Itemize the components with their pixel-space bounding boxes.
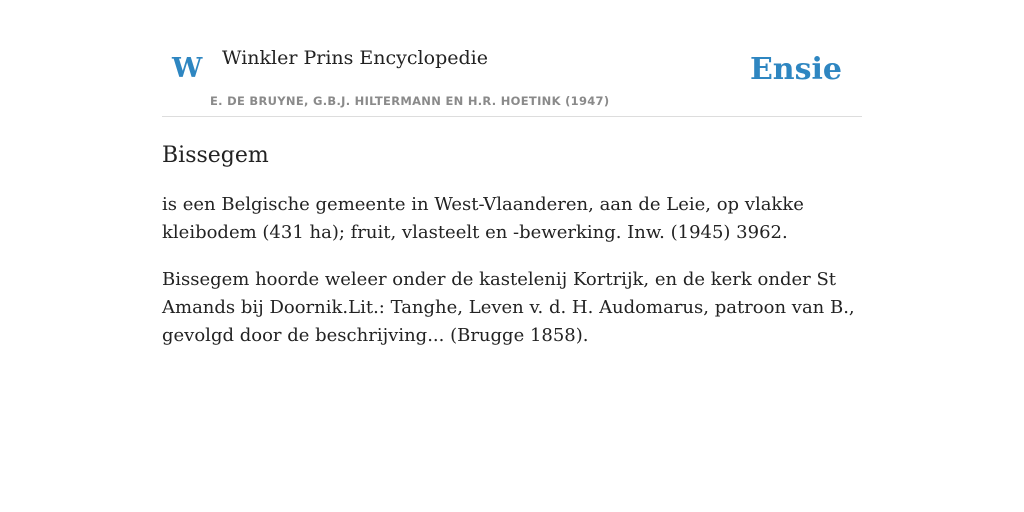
source-authors: E. DE BRUYNE, G.B.J. HILTERMANN EN H.R. HOETINK (1947)	[210, 94, 610, 108]
ensie-logo-link[interactable]: Ensie	[749, 52, 842, 87]
source-header	[162, 0, 862, 117]
article-paragraph: is een Belgische gemeente in West-Vlaanderen, aan de Leie, op vlakke kleibodem (431 ha); fruit, vlasteelt en -bewerking. Inw. (1945) 3962.	[162, 194, 804, 243]
page	[162, 0, 862, 350]
source-logo[interactable]: W	[172, 53, 203, 84]
article-title: Bissegem	[162, 143, 269, 168]
source-title[interactable]: Winkler Prins Encyclopedie	[222, 47, 488, 69]
article-paragraph: Bissegem hoorde weleer onder de kastelenij Kortrijk, en de kerk onder St Amands bij Doornik.Lit.: Tanghe, Leven v. d. H. Audomarus, patroon van B., gevolgd door de beschrijving... (Brugge 1858).	[162, 269, 855, 346]
